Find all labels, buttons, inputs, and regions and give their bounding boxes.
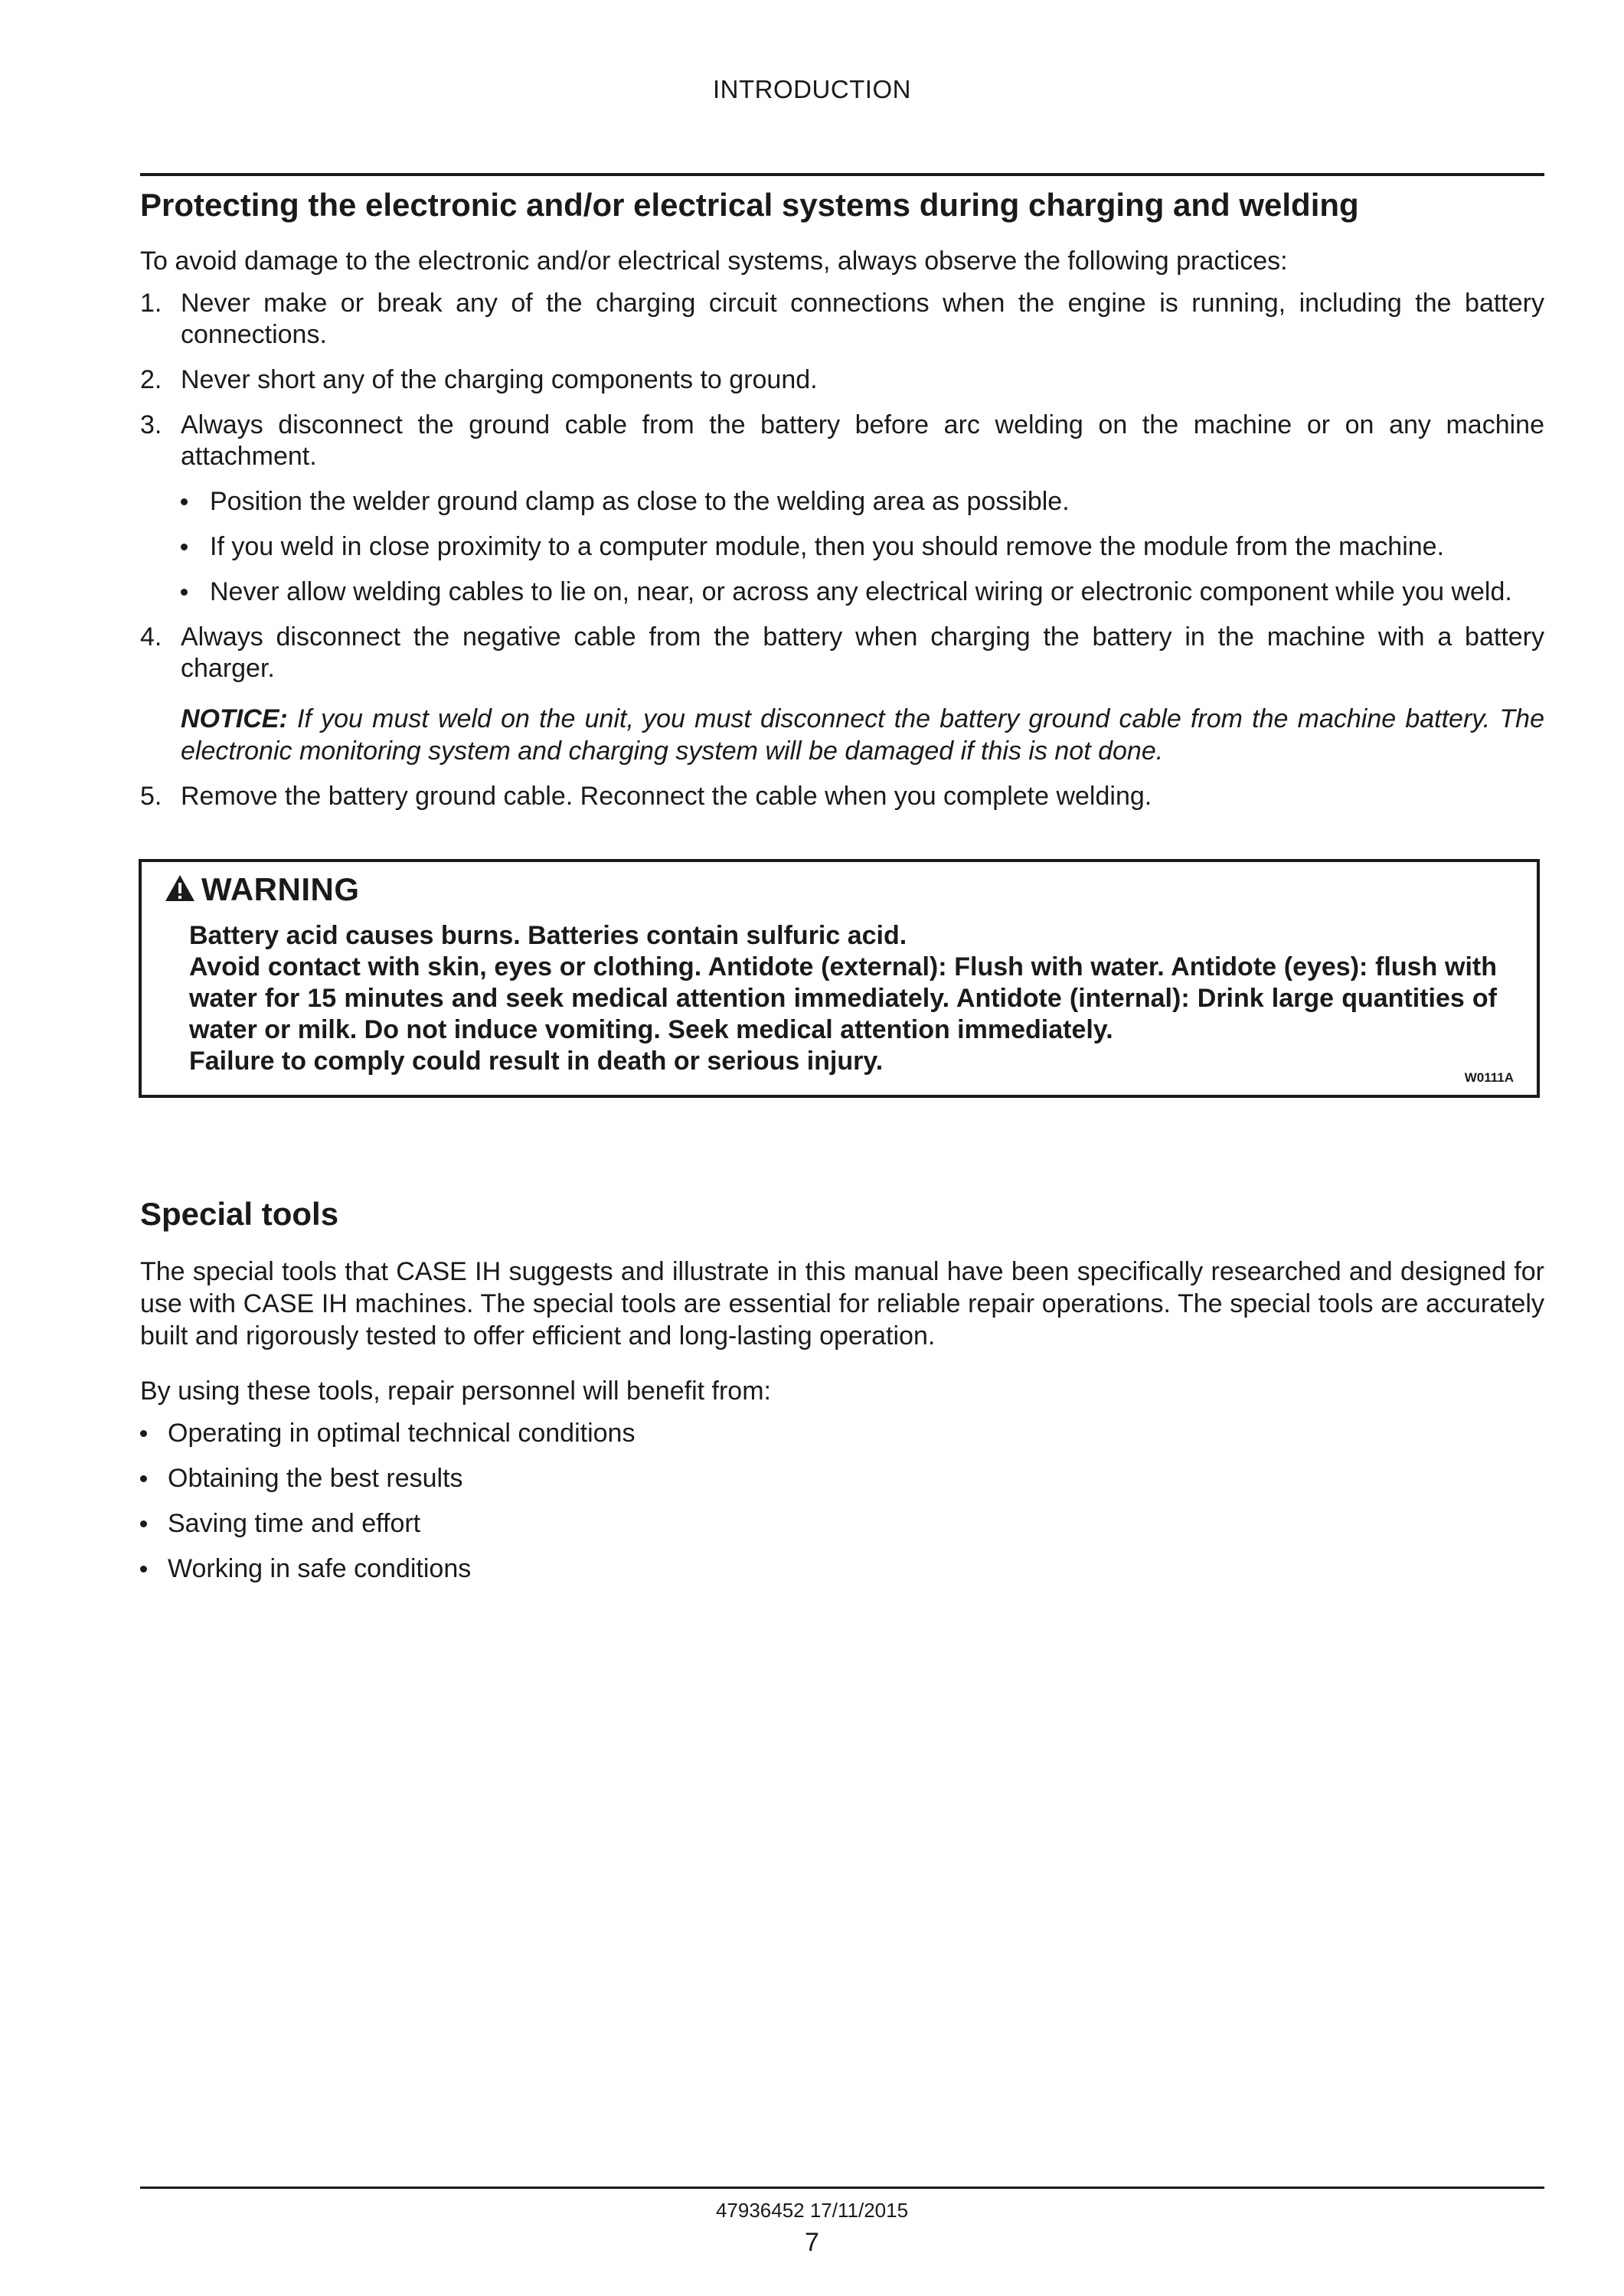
notice-block: [140, 703, 1544, 767]
warning-box: [139, 859, 1540, 1098]
list-item: [140, 1553, 1544, 1585]
list-item: [140, 1508, 1544, 1540]
list-marker: 4.: [140, 622, 162, 652]
list-item: [140, 1418, 1544, 1449]
list-item-text: Obtaining the best results: [168, 1464, 463, 1494]
list-item-text: Saving time and effort: [168, 1509, 421, 1539]
bullet-icon: [181, 589, 188, 596]
list-item-text: Working in safe conditions: [168, 1554, 472, 1584]
benefits-intro: By using these tools, repair personnel will benefit from:: [140, 1377, 771, 1406]
list-item: [181, 576, 1544, 608]
section-charging-welding: [140, 187, 1544, 812]
bullet-icon: [181, 498, 188, 505]
practices-list: [140, 288, 1544, 812]
warning-line: Failure to comply could result in death or serious injury.: [189, 1047, 884, 1076]
document-reference: 47936452 17/11/2015: [715, 2199, 909, 2222]
list-item-text: Operating in optimal technical conditions: [168, 1419, 636, 1448]
list-marker: 5.: [140, 782, 162, 812]
warning-code: W0111A: [1464, 1070, 1514, 1085]
bullet-icon: [181, 544, 188, 550]
list-item-text: Never allow welding cables to lie on, near, or across any electrical wiring or electronic component while you weld.: [210, 577, 1512, 607]
list-item-text: If you weld in close proximity to a computer module, then you should remove the module from the machine.: [210, 532, 1445, 562]
bullet-icon: [140, 1430, 147, 1437]
intro-paragraph: To avoid damage to the electronic and/or electrical systems, always observe the following practices:: [140, 247, 1288, 276]
list-item: [140, 288, 1544, 351]
list-item: [181, 531, 1544, 563]
list-item: [140, 622, 1544, 684]
list-item: [140, 781, 1544, 812]
list-item: [140, 410, 1544, 472]
benefits-list: [140, 1418, 1544, 1585]
list-item: [140, 364, 1544, 396]
bullet-icon: [140, 1475, 147, 1482]
warning-line: Avoid contact with skin, eyes or clothing. Antidote (external): Flush with water. Antidote (eyes): flush with water for 15 minutes and seek medical attention immediately. Antidote (internal): Drink large quantities of water or milk. Do not induce vomiting. Seek medical attention immediately.: [189, 952, 1497, 1044]
warning-title: WARNING: [201, 871, 360, 907]
section-title: Protecting the electronic and/or electrical systems during charging and welding: [140, 187, 1359, 223]
footer-rule: [140, 2187, 1544, 2189]
warning-body: [189, 920, 1497, 1077]
list-item-text: Remove the battery ground cable. Reconnect the cable when you complete welding.: [181, 782, 1152, 812]
list-item: [140, 1463, 1544, 1494]
section-title: Special tools: [140, 1196, 339, 1232]
bullet-icon: [140, 1520, 147, 1527]
list-item-text: Always disconnect the negative cable from the battery when charging the battery in the machine with a battery charger.: [181, 622, 1544, 684]
welding-sub-list: [140, 486, 1544, 608]
notice-label: NOTICE:: [181, 704, 288, 734]
section-special-tools: [140, 1196, 1544, 1585]
list-item-text: Never make or break any of the charging circuit connections when the engine is running, including the battery connections.: [181, 289, 1544, 350]
list-marker: 3.: [140, 410, 162, 440]
list-marker: 2.: [140, 365, 162, 395]
page-number: 7: [805, 2228, 819, 2257]
list-item-text: Position the welder ground clamp as close to the welding area as possible.: [210, 487, 1070, 517]
notice-text: If you must weld on the unit, you must disconnect the battery ground cable from the machine battery. The electronic monitoring system and charging system will be damaged if this is not done.: [181, 704, 1545, 766]
warning-line: Battery acid causes burns. Batteries contain sulfuric acid.: [189, 921, 907, 950]
list-marker: 1.: [140, 289, 162, 318]
warning-header: [165, 871, 360, 908]
warning-triangle-icon: [165, 874, 195, 906]
list-item-text: Always disconnect the ground cable from the battery before arc welding on the machine or on any machine attachment.: [181, 410, 1544, 472]
header-rule: [140, 173, 1544, 176]
bullet-icon: [140, 1566, 147, 1573]
list-item-text: Never short any of the charging components to ground.: [181, 365, 818, 395]
list-item: [181, 486, 1544, 518]
running-head: INTRODUCTION: [713, 75, 911, 103]
tools-paragraph: The special tools that CASE IH suggests and illustrate in this manual have been specifically researched and designed for use with CASE IH machines. The special tools are essential for reliable repair operations. The special tools are accurately built and rigorously tested to offer efficient and long-lasting operation.: [140, 1257, 1544, 1351]
